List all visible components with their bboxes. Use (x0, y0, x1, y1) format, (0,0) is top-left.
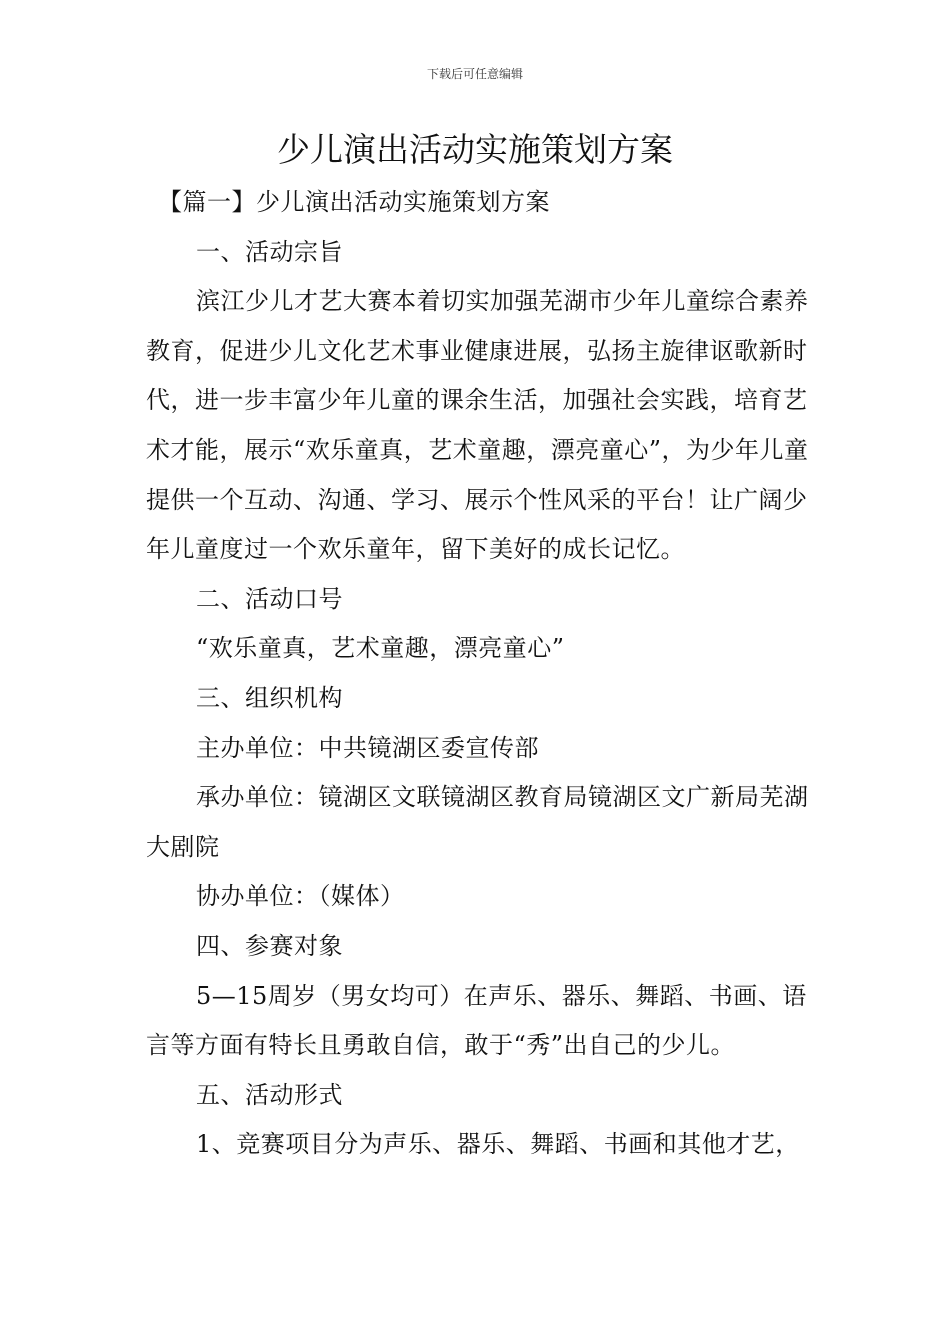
document-title: 少儿演出活动实施策划方案 (277, 130, 673, 169)
page-header-note: 下载后可任意编辑 (426, 67, 523, 81)
document-body (146, 178, 811, 1170)
paragraph-purpose: 滨江少儿才艺大赛本着切实加强芜湖市少年儿童综合素养教育，促进少儿文化艺术事业健康进展，弘扬主旋律讴歌新时代，进一步丰富少年儿童的课余生活，加强社会实践，培育艺术才能，展示“欢乐童真，艺术童趣，漂亮童心”，为少年儿童提供一个互动、沟通、学习、展示个性风采的平台！让广阔少年儿童度过一个欢乐童年，留下美好的成长记忆。 (146, 287, 809, 564)
heading-organization: 三、组织机构 (196, 683, 343, 712)
paragraph-host: 主办单位：中共镜湖区委宣传部 (196, 733, 539, 762)
section-heading-part-one: 【篇一】少儿演出活动实施策划方案 (158, 188, 550, 216)
heading-purpose: 一、活动宗旨 (196, 237, 343, 266)
paragraph-format-1: 1、竞赛项目分为声乐、器乐、舞蹈、书画和其他才艺， (196, 1130, 800, 1159)
heading-participants: 四、参赛对象 (196, 931, 343, 960)
heading-slogan: 二、活动口号 (196, 584, 343, 613)
paragraph-participants: 5—15周岁（男女均可）在声乐、器乐、舞蹈、书画、语言等方面有特长且勇敢自信，敢于“秀”出自己的少儿。 (146, 981, 807, 1060)
heading-format: 五、活动形式 (196, 1080, 343, 1109)
paragraph-co-organizer: 协办单位：（媒体） (196, 882, 405, 911)
paragraph-slogan: “欢乐童真，艺术童趣，漂亮童心” (196, 634, 565, 663)
paragraph-organizer: 承办单位：镜湖区文联镜湖区教育局镜湖区文广新局芜湖大剧院 (146, 783, 809, 861)
